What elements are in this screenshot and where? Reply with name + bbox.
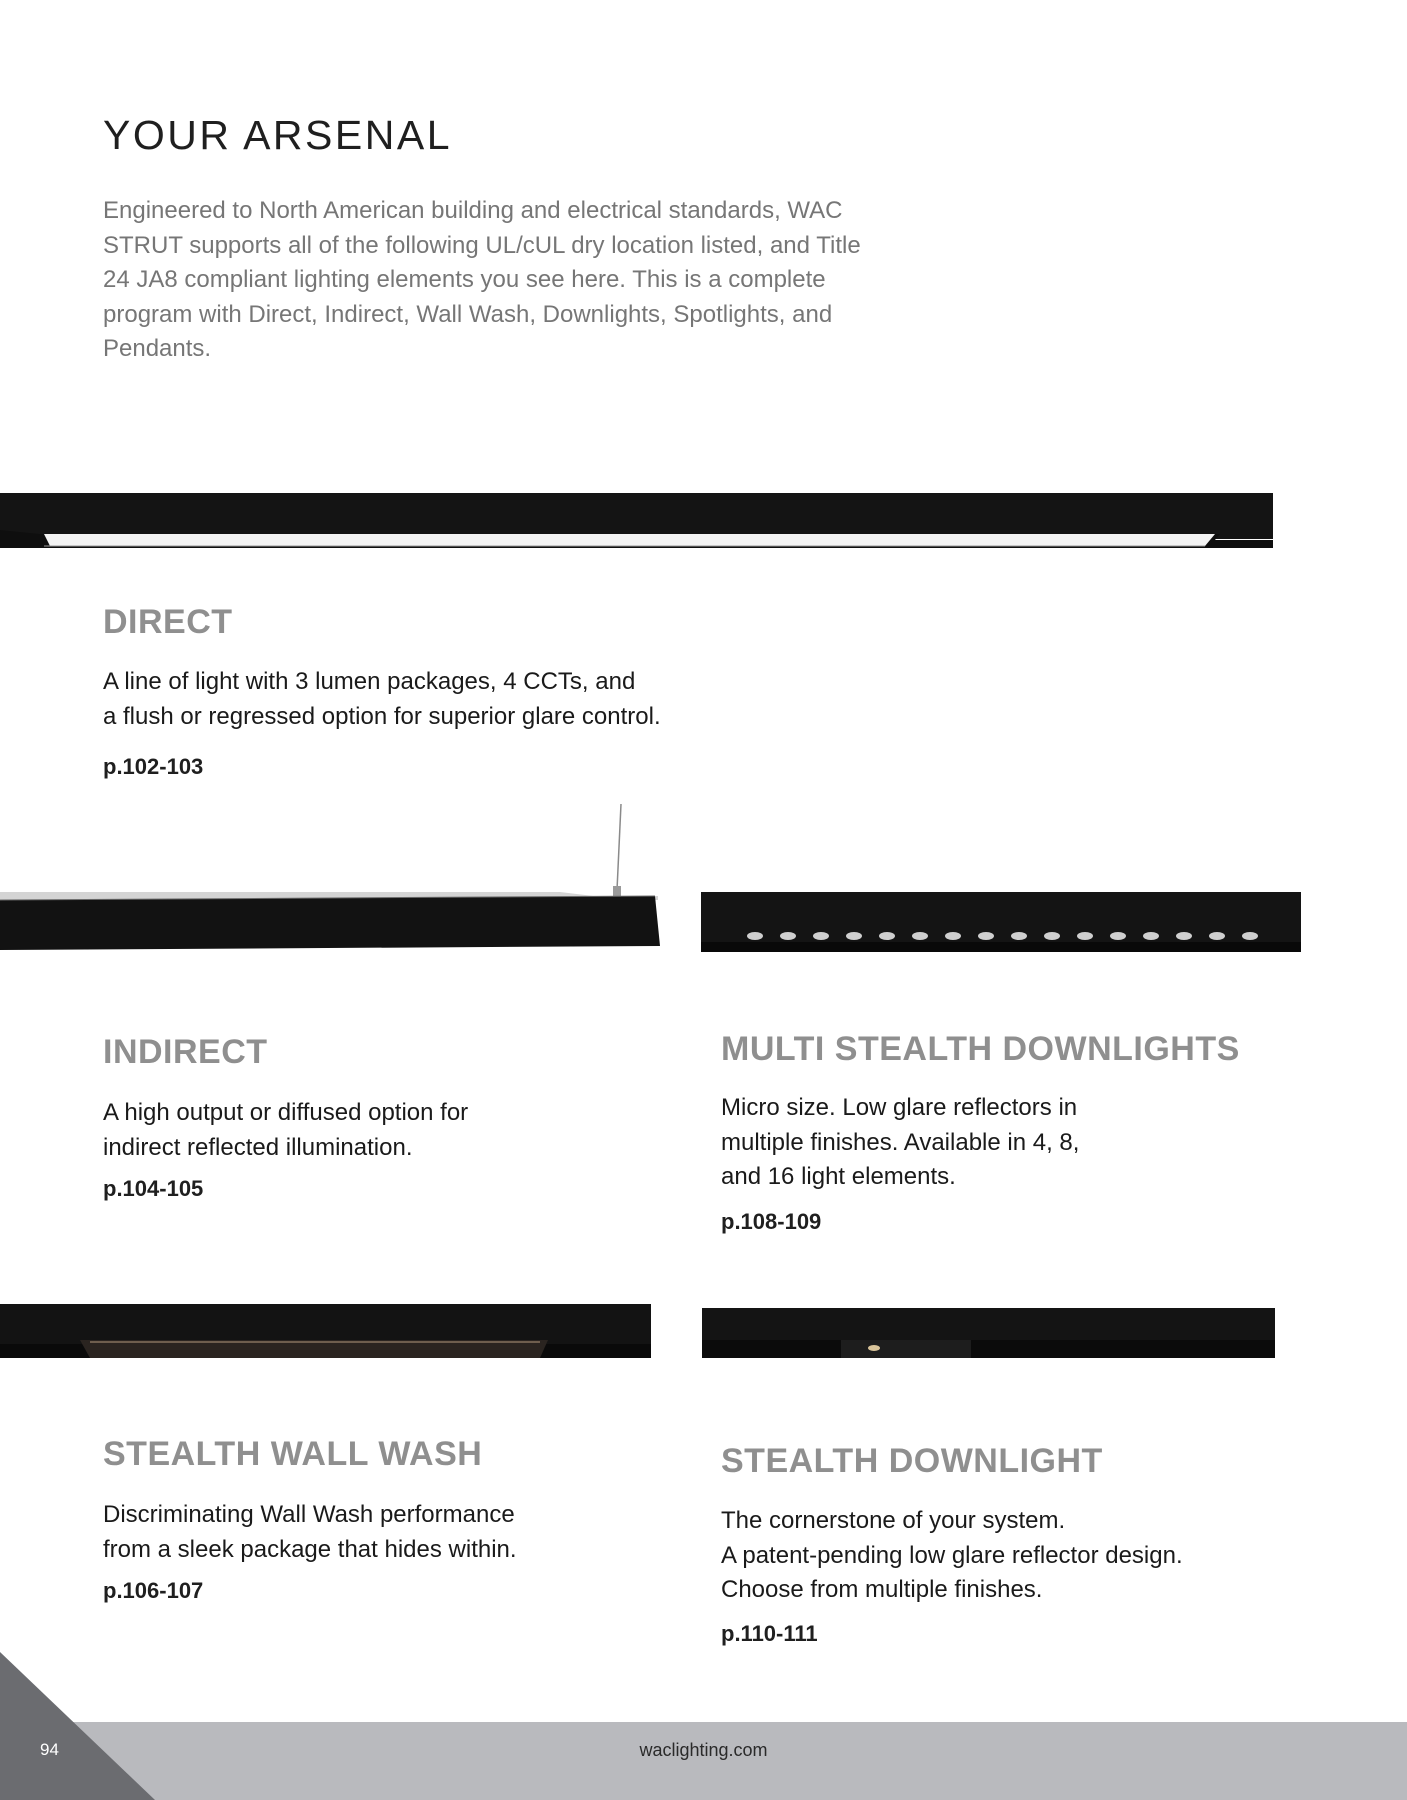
indirect-description: [103, 1096, 468, 1165]
stealth-downlight-fixture-image: [701, 1306, 1277, 1360]
direct-desc-line: A line of light with 3 lumen packages, 4 CCTs, and: [103, 668, 636, 695]
wall-wash-desc-line: from a sleek package that hides within.: [103, 1535, 517, 1563]
multi-stealth-desc-line: and 16 light elements.: [721, 1163, 956, 1190]
wall-wash-description: [103, 1498, 517, 1567]
direct-page-ref: p.102-103: [103, 754, 204, 779]
wall-wash-page-ref: p.106-107: [103, 1578, 204, 1603]
direct-fixture-image: [0, 490, 1275, 552]
direct-desc-line: a flush or regressed option for superior glare control.: [103, 702, 661, 730]
direct-description: [103, 665, 661, 734]
stealth-downlight-desc-line: The cornerstone of your system.: [721, 1507, 1066, 1534]
multi-stealth-heading: MULTI STEALTH DOWNLIGHTS: [721, 1030, 1240, 1068]
direct-heading: DIRECT: [103, 603, 233, 641]
wall-wash-desc-line: Discriminating Wall Wash performance: [103, 1501, 515, 1528]
multi-stealth-description: [721, 1091, 1079, 1195]
stealth-downlight-description: [721, 1504, 1183, 1608]
footer-bar: [0, 1722, 1407, 1800]
wall-wash-fixture-image: [0, 1302, 652, 1360]
stealth-downlight-desc-line: Choose from multiple finishes.: [721, 1576, 1043, 1603]
wall-wash-heading: STEALTH WALL WASH: [103, 1435, 483, 1473]
intro-paragraph: Engineered to North American building and electrical standards, WAC STRUT supports all of the following UL/cUL dry location listed, and Title 24 JA8 compliant lighting elements you see here. This is a complete program with Direct, Indirect, Wall Wash, Downlights, Spotlights, and Pendants.: [103, 197, 861, 362]
indirect-page-ref: p.104-105: [103, 1176, 204, 1201]
footer-website-link[interactable]: waclighting.com: [639, 1740, 768, 1760]
indirect-fixture-image: [0, 800, 665, 960]
footer-corner-triangle: [0, 1652, 160, 1800]
stealth-downlight-page-ref: p.110-111: [721, 1621, 818, 1646]
page-title: YOUR ARSENAL: [103, 112, 452, 158]
stealth-downlight-desc-line: A patent-pending low glare reflector design.: [721, 1541, 1183, 1569]
stealth-downlight-heading: STEALTH DOWNLIGHT: [721, 1442, 1103, 1480]
multi-stealth-desc-line: Micro size. Low glare reflectors in: [721, 1094, 1078, 1121]
indirect-desc-line: A high output or diffused option for: [103, 1099, 469, 1126]
page-number: 94: [40, 1740, 59, 1759]
multi-stealth-page-ref: p.108-109: [721, 1209, 822, 1234]
multi-stealth-fixture-image: [700, 892, 1302, 954]
multi-stealth-desc-line: multiple finishes. Available in 4, 8,: [721, 1128, 1080, 1156]
indirect-desc-line: indirect reflected illumination.: [103, 1133, 413, 1161]
indirect-heading: INDIRECT: [103, 1033, 268, 1071]
